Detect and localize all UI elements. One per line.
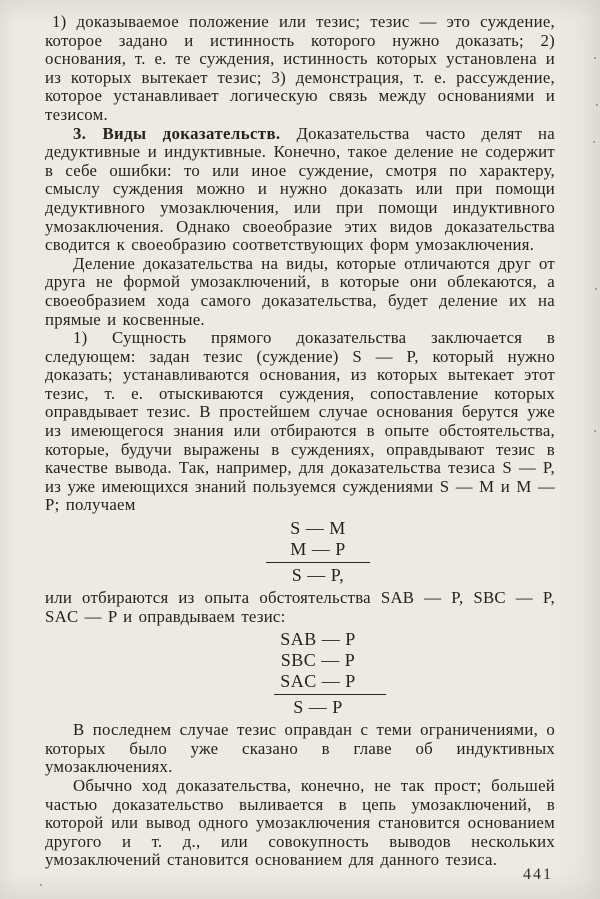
paragraph-inductive-grounds: или отбираются из опыта обстоятельства SAB — P, SBC — P, SAC — P и оправдываем тезис: (45, 588, 555, 626)
syllogism-formula-inductive (81, 629, 555, 718)
page-number: 441 (523, 866, 553, 883)
syllogism-formula-deductive (81, 518, 555, 586)
paragraph-direct-proof-essence: 1) Сущность прямого доказательства заключается в следующем: задан тезис (суждение) S — P, который нужно доказать; устанавливаются основания, из которых вытекает этот тезис, т. е. отыскиваются суждения, сопоставление которых оправдывает тезис. В простейшем случае основания берутся уже из имеющегося знания или отбираются в опыте обстоятельства, которые, будучи выражены в суждениях, оправдывают тезис в качестве вывода. Так, например, для доказательства тезиса S — P, из уже имеющихся знаний пользуемся суждениями S — M и M — P; получаем (45, 328, 555, 515)
section-heading: 3. Виды доказательств. (73, 123, 281, 143)
scan-speck (595, 288, 597, 290)
scan-speck (596, 104, 598, 106)
inference-line (274, 694, 386, 695)
scan-speck (594, 430, 596, 432)
scan-speck (40, 884, 42, 886)
paragraph-types-of-proof (45, 125, 555, 255)
premise-line: SAC — P (280, 671, 356, 692)
inference-line (266, 562, 370, 563)
paragraph-direct-indirect-division: Деление доказательства на виды, которые отличаются друг от друга не формой умозаключений, в которые они облекаются, а своеобразием хода самого доказательства, будет деление их на прямые и косвенные. (45, 253, 555, 329)
paragraph-proof-chain: Обычно ход доказательства, конечно, не так прост; большей частью доказательство выливается в цепь умозаключений, в которой или вывод одного умозаключения становится основанием другого и т. д., или совокупность выводов нескольких умозаключений становится основанием для данного тезиса. (45, 776, 555, 870)
scan-speck (593, 141, 595, 143)
premise-line: M — P (290, 539, 346, 560)
paragraph-limitations-note: В последнем случае тезис оправдан с теми ограничениями, о которых было уже сказано в главе об индуктивных умозаключениях. (45, 720, 555, 777)
conclusion-line: S — P, (291, 565, 345, 586)
conclusion-line: S — P (293, 697, 343, 718)
paragraph-thesis-definition: 1) доказываемое положение или тезис; тезис — это суждение, которое задано и истинность которого нужно доказать; 2) основания, т. е. те суждения, истинность которых установлена и из которых вытекает тезис; 3) демонстрация, т. е. рассуждение, которое устанавливает логическую связь между основаниями и тезисом. (45, 12, 555, 124)
scan-speck (594, 57, 596, 59)
premise-line: SAB — P (280, 629, 356, 650)
premise-line: S — M (290, 518, 346, 539)
premise-line: SBC — P (280, 650, 356, 671)
paragraph-text: Доказательства часто делят на дедуктивные и индуктивные. Конечно, такое деление не содержит в себе ошибки: то или иное суждение, смотря по характеру, смыслу суждения можно и нужно доказать или при помощи дедуктивного умозаключения, или при помощи индуктивного умозаключения. Однако своеобразие этих видов доказательства сводится к своеобразию соответствующих форм умозаключения. (45, 123, 555, 255)
